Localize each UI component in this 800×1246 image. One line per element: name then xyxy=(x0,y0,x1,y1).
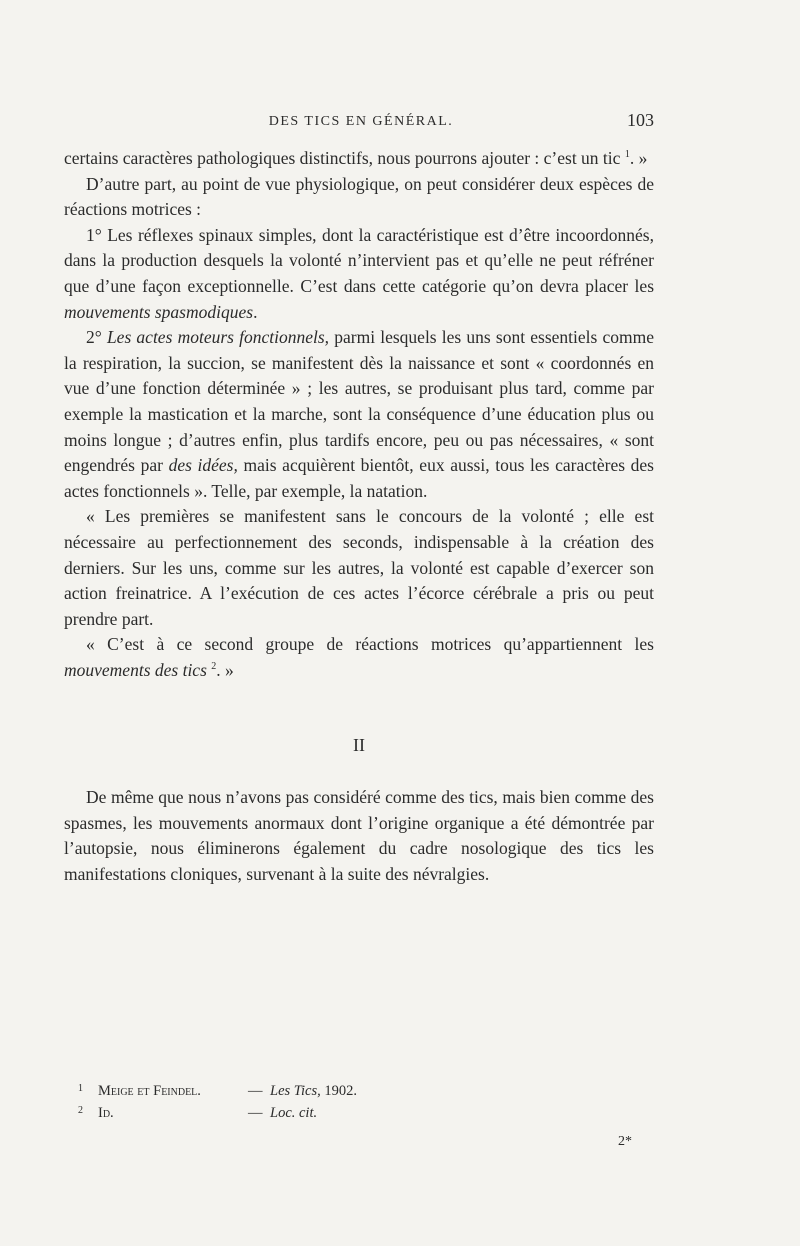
section-heading: II xyxy=(353,735,365,756)
paragraph-7: De même que nous n’avons pas considéré comme des tics, mais bien comme des spasmes, les mouvements anormaux dont l’origine organique a été démontrée par l’autopsie, nous éliminerons également du cadre nosologique des tics les manifestations cloniques, survenant à la suite des névralgies. xyxy=(64,787,654,884)
paragraph-1: certains caractères pathologiques distinctifs, nous pourrons ajouter : c’est un tic $^1$. » xyxy=(64,148,648,168)
paragraph-6: « C’est à ce second groupe de réactions motrices qu’appartiennent les mouvements des tics $^2$. » xyxy=(64,634,654,680)
footnotes xyxy=(78,1080,578,1124)
paragraph-4: 2° Les actes moteurs fonctionnels, parmi lesquels les uns sont essentiels comme la respiration, la succion, se manifestent dès la naissance et sont « coordonnés en vue d’une fonction déterminée » ; les autres, se produisant plus tard, comme par exemple la mastication et la marche, sont la conséquence d’une éducation plus ou moins longue ; d’autres enfin, plus tardifs encore, peu ou pas nécessaires, « sont engendrés par des idées, mais acquièrent bientôt, eux aussi, tous les caractères des actes fonctionnels ». Telle, par exemple, la natation. xyxy=(64,327,655,501)
footnote-1: 1 Meige et Feindel. — Les Tics, 1902. xyxy=(78,1083,358,1099)
paragraph-5: « Les premières se manifestent sans le concours de la volonté ; elle est nécessaire au perfectionnement des seconds, indispensable à la création des derniers. Sur les uns, comme sur les autres, la volonté est capable d’exercer son action freinatrice. A l’exécution de ces actes l’écorce cérébrale a pris ou peut prendre part. xyxy=(64,506,654,629)
paragraph-2: D’autre part, au point de vue physiologique, on peut considérer deux espèces de réactions motrices : xyxy=(64,173,654,220)
footnote-ref-2: 2 xyxy=(211,661,217,673)
running-title: DES TICS EN GÉNÉRAL. xyxy=(268,114,454,129)
body-text xyxy=(64,146,654,887)
footnote-2: 2 Id. — Loc. cit. xyxy=(78,1105,318,1121)
paragraph-3: 1° Les réflexes spinaux simples, dont la caractéristique est d’être incoordonnés, dans la production desquels la volonté n’intervient pas et qu’elle ne peut réfréner que d’une façon exceptionnelle. C’est dans cette catégorie qu’on devra placer les mouvements spasmodiques. xyxy=(64,224,654,322)
page-header xyxy=(68,108,654,136)
signature-mark: 2* xyxy=(618,1134,632,1149)
footnote-ref-1: 1 xyxy=(624,149,630,161)
page-number: 103 xyxy=(627,110,654,130)
